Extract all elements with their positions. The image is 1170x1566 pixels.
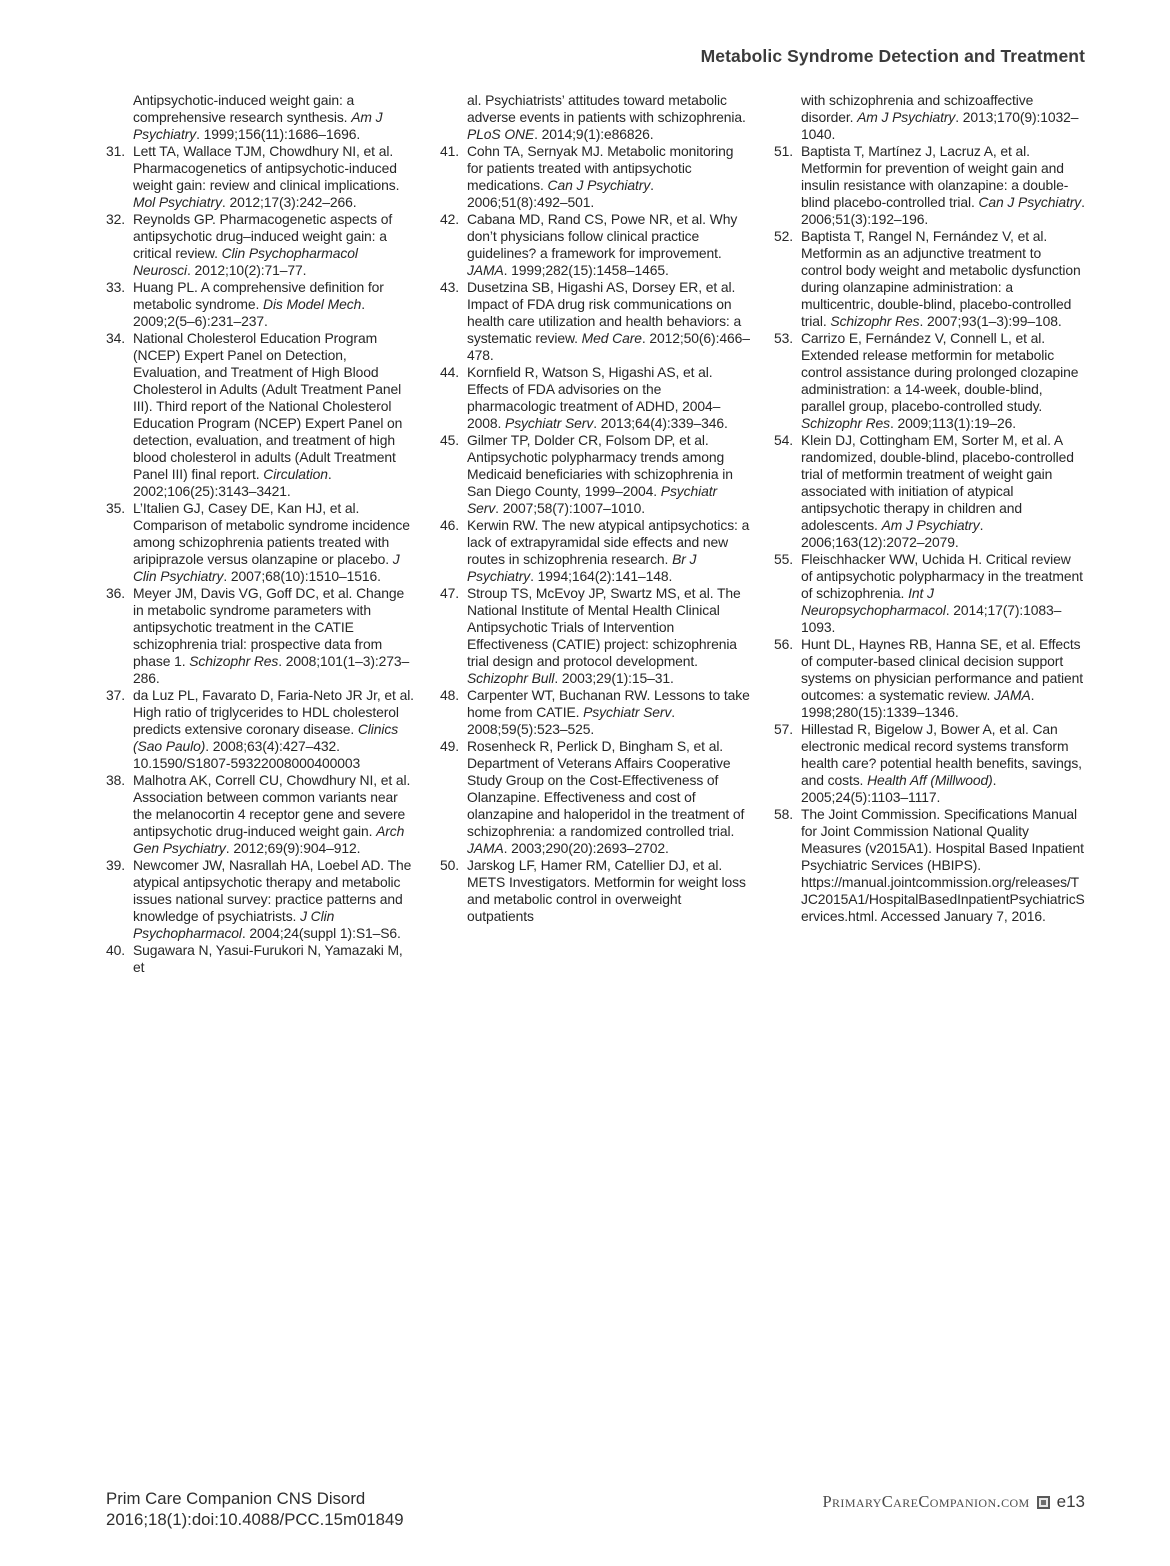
reference-item bbox=[106, 942, 417, 976]
reference-item bbox=[440, 687, 751, 738]
reference-number: 55. bbox=[774, 551, 794, 567]
reference-number: 32. bbox=[106, 211, 126, 227]
reference-text: Rosenheck R, Perlick D, Bingham S, et al. Department of Veterans Affairs Cooperative Study Group on the Cost-Effectiveness of Olanzapine. Effectiveness and cost of olanzapine and haloperidol in the treatment of schizophrenia: a randomized controlled trial. JAMA. 2003;290(20):2693–2702. bbox=[467, 738, 745, 856]
reference-text: Cabana MD, Rand CS, Powe NR, et al. Why don’t physicians follow clinical practice guidelines? a framework for improvement. JAMA. 1999;282(15):1458–1465. bbox=[467, 211, 738, 278]
reference-number: 50. bbox=[440, 857, 460, 873]
reference-item bbox=[106, 211, 417, 279]
reference-item bbox=[440, 857, 751, 925]
reference-text: Fleischhacker WW, Uchida H. Critical review of antipsychotic polypharmacy in the treatment of schizophrenia. Int J Neuropsychopharmacol. 2014;17(7):1083–1093. bbox=[801, 551, 1083, 635]
reference-text: Baptista T, Rangel N, Fernández V, et al. Metformin as an adjunctive treatment to control body weight and metabolic dysfunction during olanzapine administration: a multicentric, double-blind, placebo-controlled trial. Schizophr Res. 2007;93(1–3):99–108. bbox=[801, 228, 1081, 329]
reference-text: Antipsychotic-induced weight gain: a comprehensive research synthesis. Am J Psychiatry. 1999;156(11):1686–1696. bbox=[133, 92, 383, 142]
reference-item bbox=[440, 364, 751, 432]
reference-number: 56. bbox=[774, 636, 794, 652]
reference-text: Lett TA, Wallace TJM, Chowdhury NI, et al. Pharmacogenetics of antipsychotic-induced weight gain: review and clinical implications. Mol Psychiatry. 2012;17(3):242–266. bbox=[133, 143, 400, 210]
journal-name: Prim Care Companion CNS Disord bbox=[106, 1489, 366, 1508]
reference-text: Hillestad R, Bigelow J, Bower A, et al. Can electronic medical record systems transform health care? potential health benefits, savings, and costs. Health Aff (Millwood). 2005;24(5):1103–1117. bbox=[801, 721, 1082, 805]
reference-number: 48. bbox=[440, 687, 460, 703]
reference-text: Meyer JM, Davis VG, Goff DC, et al. Change in metabolic syndrome parameters with antipsychotic treatment in the CATIE schizophrenia trial: prospective data from phase 1. Schizophr Res. 2008;101(1–3):273–286. bbox=[133, 585, 410, 686]
reference-text: Newcomer JW, Nasrallah HA, Loebel AD. The atypical antipsychotic therapy and metabolic issues national survey: practice patterns and knowledge of psychiatrists. J Clin Psychopharmacol. 2004;24(suppl 1):S1–S6. bbox=[133, 857, 412, 941]
reference-item bbox=[440, 279, 751, 364]
reference-text: Jarskog LF, Hamer RM, Catellier DJ, et al. METS Investigators. Metformin for weight loss and metabolic control in overweight outpatients bbox=[467, 857, 746, 924]
reference-item bbox=[774, 330, 1085, 432]
reference-item bbox=[106, 143, 417, 211]
reference-item bbox=[106, 772, 417, 857]
reference-item bbox=[774, 721, 1085, 806]
reference-item bbox=[106, 687, 417, 772]
reference-number: 44. bbox=[440, 364, 460, 380]
reference-number: 52. bbox=[774, 228, 794, 244]
reference-text: The Joint Commission. Specifications Manual for Joint Commission National Quality Measures (v2015A1). Hospital Based Inpatient Psychiatric Services (HBIPS). https://manual.jointcommission.org/releases/TJC2015A1/HospitalBasedInpatientPsychiatricServices.html. Accessed January 7, 2016. bbox=[801, 806, 1085, 924]
reference-text: Kornfield R, Watson S, Higashi AS, et al. Effects of FDA advisories on the pharmacologic treatment of ADHD, 2004–2008. Psychiatr Serv. 2013;64(4):339–346. bbox=[467, 364, 728, 431]
reference-text: da Luz PL, Favarato D, Faria-Neto JR Jr, et al. High ratio of triglycerides to HDL cholesterol predicts extensive coronary disease. Clinics (Sao Paulo). 2008;63(4):427–432. 10.1590/S1807-59322008000400003 bbox=[133, 687, 414, 771]
journal-logo-inner-square bbox=[1041, 1500, 1046, 1505]
page-number: e13 bbox=[1056, 1492, 1085, 1511]
reference-number: 35. bbox=[106, 500, 126, 516]
journal-citation bbox=[106, 1489, 404, 1530]
reference-item bbox=[106, 500, 417, 585]
reference-number: 58. bbox=[774, 806, 794, 822]
reference-item bbox=[440, 211, 751, 279]
reference-text: Carrizo E, Fernández V, Connell L, et al. Extended release metformin for metabolic control assistance during prolonged clozapine administration: a 14-week, double-blind, parallel group, placebo-controlled study. Schizophr Res. 2009;113(1):19–26. bbox=[801, 330, 1079, 431]
reference-number: 45. bbox=[440, 432, 460, 448]
reference-text: with schizophrenia and schizoaffective disorder. Am J Psychiatry. 2013;170(9):1032–1040. bbox=[801, 92, 1079, 142]
reference-number: 33. bbox=[106, 279, 126, 295]
reference-item bbox=[106, 330, 417, 500]
reference-text: National Cholesterol Education Program (NCEP) Expert Panel on Detection, Evaluation, and Treatment of High Blood Cholesterol in Adults (Adult Treatment Panel III). Third report of the National Cholesterol Education Program (NCEP) Expert Panel on detection, evaluation, and treatment of high blood cholesterol in adults (Adult Treatment Panel III) final report. Circulation. 2002;106(25):3143–3421. bbox=[133, 330, 403, 499]
reference-item bbox=[774, 228, 1085, 330]
reference-text: Klein DJ, Cottingham EM, Sorter M, et al. A randomized, double-blind, placebo-controlled trial of metformin treatment of weight gain associated with initiation of atypical antipsychotic therapy in children and adolescents. Am J Psychiatry. 2006;163(12):2072–2079. bbox=[801, 432, 1074, 550]
reference-text: al. Psychiatrists’ attitudes toward metabolic adverse events in patients with schizophrenia. PLoS ONE. 2014;9(1):e86826. bbox=[467, 92, 746, 142]
reference-text: Kerwin RW. The new atypical antipsychotics: a lack of extrapyramidal side effects and new routes in schizophrenia research. Br J Psychiatry. 1994;164(2):141–148. bbox=[467, 517, 750, 584]
reference-item bbox=[106, 585, 417, 687]
reference-item bbox=[774, 432, 1085, 551]
reference-number: 31. bbox=[106, 143, 126, 159]
reference-text: Carpenter WT, Buchanan RW. Lessons to take home from CATIE. Psychiatr Serv. 2008;59(5):523–525. bbox=[467, 687, 750, 737]
reference-number: 43. bbox=[440, 279, 460, 295]
journal-logo-icon bbox=[1037, 1496, 1050, 1509]
reference-text: Gilmer TP, Dolder CR, Folsom DP, et al. Antipsychotic polypharmacy trends among Medicaid beneficiaries with schizophrenia in San Diego County, 1999–2004. Psychiatr Serv. 2007;58(7):1007–1010. bbox=[467, 432, 733, 516]
reference-number: 57. bbox=[774, 721, 794, 737]
journal-website: PrimaryCareCompanion.com bbox=[822, 1492, 1030, 1511]
reference-item bbox=[774, 551, 1085, 636]
article-doi: 2016;18(1):doi:10.4088/PCC.15m01849 bbox=[106, 1509, 404, 1529]
reference-item bbox=[774, 92, 1085, 143]
reference-number: 36. bbox=[106, 585, 126, 601]
reference-text: Dusetzina SB, Higashi AS, Dorsey ER, et al. Impact of FDA drug risk communications on health care utilization and health behaviors: a systematic review. Med Care. 2012;50(6):466–478. bbox=[467, 279, 750, 363]
reference-number: 40. bbox=[106, 942, 126, 958]
reference-text: Hunt DL, Haynes RB, Hanna SE, et al. Effects of computer-based clinical decision support systems on physician performance and patient outcomes: a systematic review. JAMA. 1998;280(15):1339–1346. bbox=[801, 636, 1084, 720]
reference-item bbox=[106, 92, 417, 143]
reference-number: 42. bbox=[440, 211, 460, 227]
reference-item bbox=[440, 92, 751, 143]
reference-item bbox=[440, 432, 751, 517]
reference-text: Reynolds GP. Pharmacogenetic aspects of antipsychotic drug–induced weight gain: a critical review. Clin Psychopharmacol Neurosci. 2012;10(2):71–77. bbox=[133, 211, 393, 278]
reference-item bbox=[774, 636, 1085, 721]
references-column-3 bbox=[774, 92, 1085, 976]
reference-number: 37. bbox=[106, 687, 126, 703]
reference-text: Cohn TA, Sernyak MJ. Metabolic monitoring for patients treated with antipsychotic medications. Can J Psychiatry. 2006;51(8):492–501. bbox=[467, 143, 734, 210]
reference-item bbox=[440, 585, 751, 687]
reference-text: Stroup TS, McEvoy JP, Swartz MS, et al. The National Institute of Mental Health Clinical Antipsychotic Trials of Intervention Effectiveness (CATIE) project: schizophrenia trial design and protocol development. Schizophr Bull. 2003;29(1):15–31. bbox=[467, 585, 741, 686]
reference-item bbox=[774, 143, 1085, 228]
running-head-title: Metabolic Syndrome Detection and Treatment bbox=[700, 46, 1085, 66]
reference-item bbox=[440, 517, 751, 585]
reference-number: 46. bbox=[440, 517, 460, 533]
reference-number: 39. bbox=[106, 857, 126, 873]
reference-item bbox=[440, 143, 751, 211]
reference-item bbox=[774, 806, 1085, 925]
reference-number: 47. bbox=[440, 585, 460, 601]
reference-text: L’Italien GJ, Casey DE, Kan HJ, et al. Comparison of metabolic syndrome incidence among schizophrenia patients treated with aripiprazole versus olanzapine or placebo. J Clin Psychiatry. 2007;68(10):1510–1516. bbox=[133, 500, 410, 584]
reference-text: Baptista T, Martínez J, Lacruz A, et al. Metformin for prevention of weight gain and insulin resistance with olanzapine: a double-blind placebo-controlled trial. Can J Psychiatry. 2006;51(3):192–196. bbox=[801, 143, 1085, 227]
reference-item bbox=[106, 857, 417, 942]
reference-number: 51. bbox=[774, 143, 794, 159]
reference-number: 54. bbox=[774, 432, 794, 448]
reference-number: 49. bbox=[440, 738, 460, 754]
reference-text: Huang PL. A comprehensive definition for metabolic syndrome. Dis Model Mech. 2009;2(5–6):231–237. bbox=[133, 279, 384, 329]
references-column-2 bbox=[440, 92, 751, 976]
reference-item bbox=[106, 279, 417, 330]
reference-number: 38. bbox=[106, 772, 126, 788]
reference-number: 53. bbox=[774, 330, 794, 346]
reference-text: Malhotra AK, Correll CU, Chowdhury NI, et al. Association between common variants near the melanocortin 4 receptor gene and severe antipsychotic drug-induced weight gain. Arch Gen Psychiatry. 2012;69(9):904–912. bbox=[133, 772, 411, 856]
reference-item bbox=[440, 738, 751, 857]
reference-number: 41. bbox=[440, 143, 460, 159]
references-section bbox=[106, 92, 1085, 976]
references-column-1 bbox=[106, 92, 417, 976]
footer-right bbox=[822, 1492, 1085, 1512]
reference-number: 34. bbox=[106, 330, 126, 346]
reference-text: Sugawara N, Yasui-Furukori N, Yamazaki M, et bbox=[133, 942, 403, 975]
